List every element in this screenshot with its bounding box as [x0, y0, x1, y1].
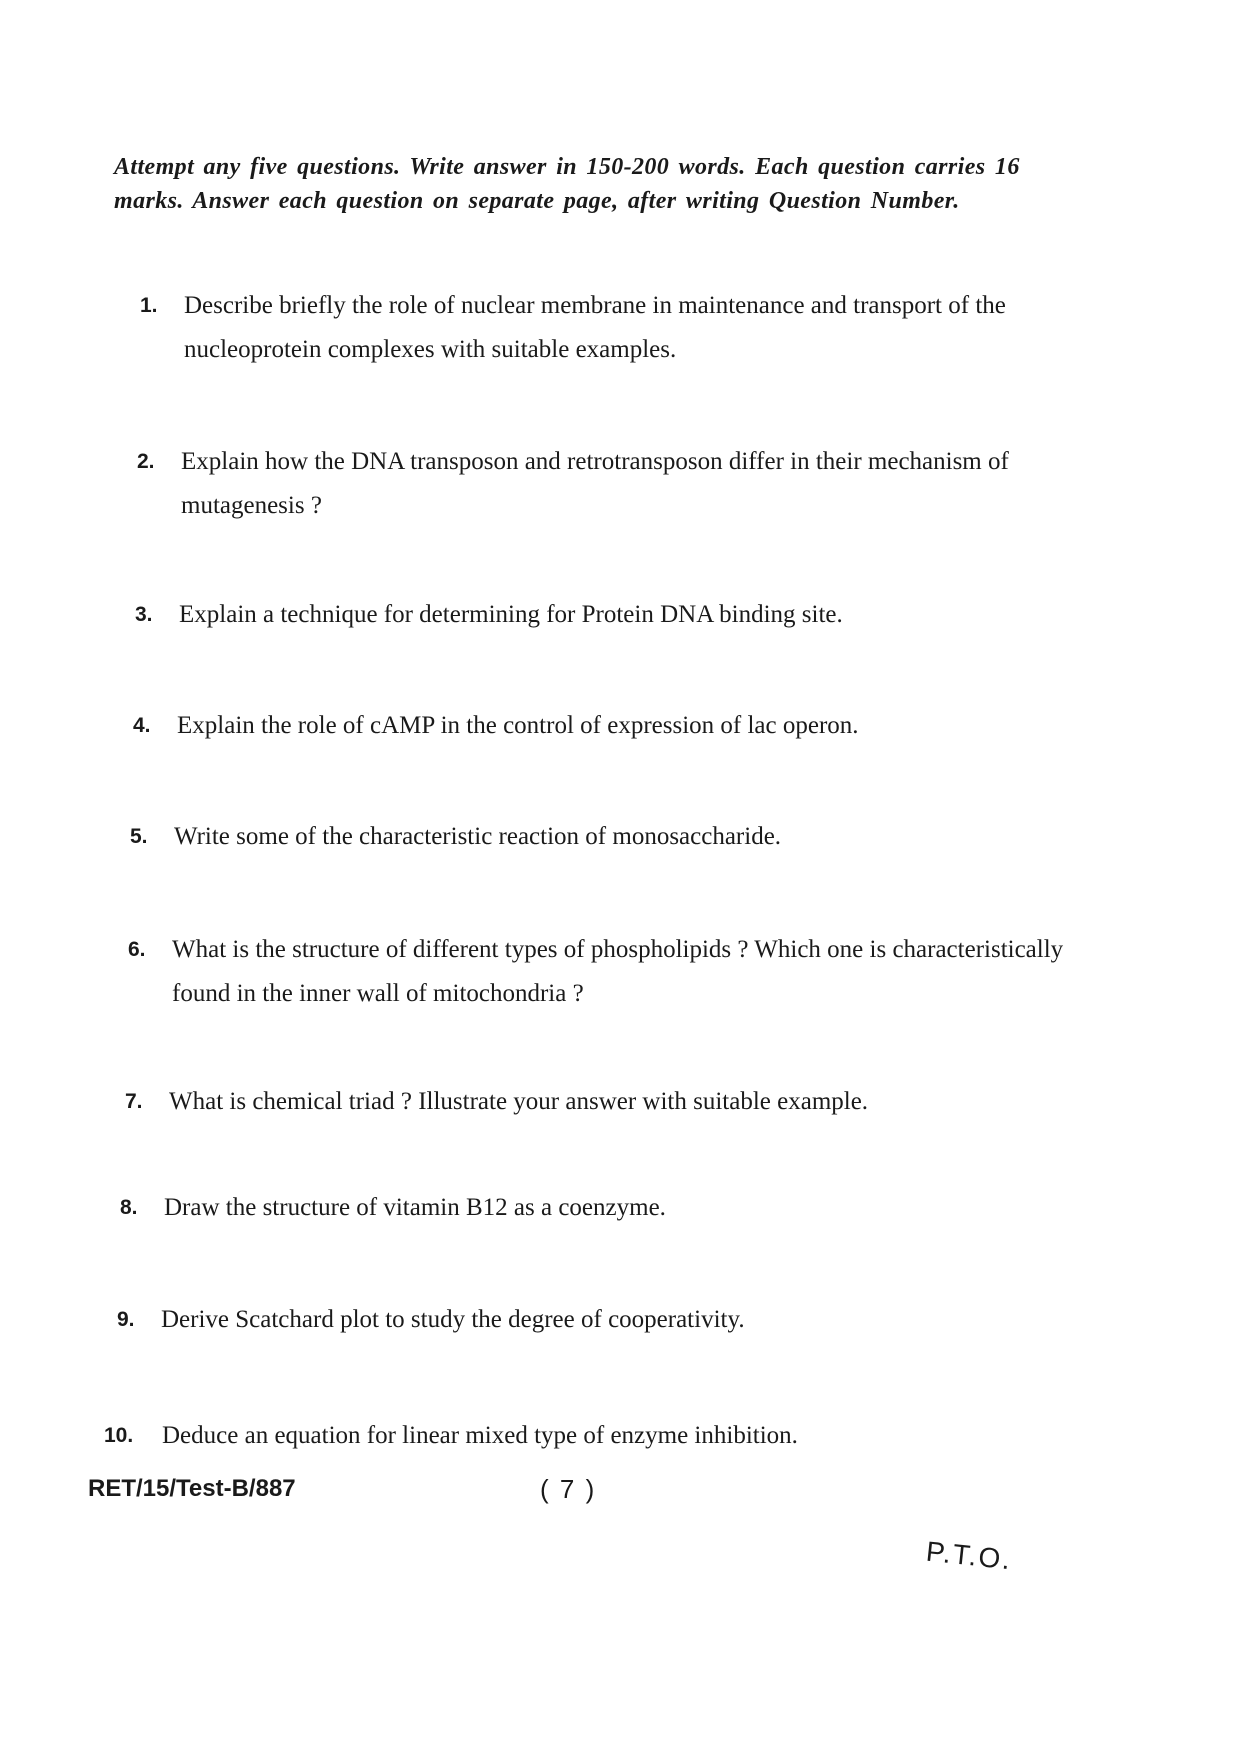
question-10	[104, 1414, 1064, 1458]
question-text: Explain the role of cAMP in the control of expression of lac operon.	[177, 712, 859, 739]
question-text: What is the structure of different types of phospholipids ? Which one is characteristically found in the inner wall of mitochondria ?	[172, 936, 1064, 1007]
please-turn-over: P.T.O.	[924, 1535, 1014, 1576]
question-8	[120, 1186, 1080, 1230]
question-4	[133, 704, 1093, 748]
question-number: 10.	[104, 1424, 134, 1447]
question-text: Draw the structure of vitamin B12 as a coenzyme.	[164, 1194, 666, 1221]
question-number: 5.	[130, 825, 148, 848]
question-text: Write some of the characteristic reaction of monosaccharide.	[174, 823, 782, 850]
question-number: 2.	[137, 450, 155, 473]
question-number: 8.	[120, 1196, 138, 1219]
question-1	[140, 284, 1100, 372]
paper-code: RET/15/Test-B/887	[88, 1475, 296, 1502]
question-text: What is chemical triad ? Illustrate your answer with suitable example.	[169, 1088, 869, 1115]
question-5	[130, 815, 1090, 859]
question-text: Describe briefly the role of nuclear membrane in maintenance and transport of the nucleoprotein complexes with suitable examples.	[184, 292, 1006, 363]
question-text: Explain how the DNA transposon and retrotransposon differ in their mechanism of mutagenesis ?	[181, 448, 1009, 519]
question-text: Derive Scatchard plot to study the degree of cooperativity.	[161, 1306, 745, 1333]
question-2	[137, 440, 1097, 528]
question-text: Deduce an equation for linear mixed type of enzyme inhibition.	[162, 1422, 798, 1449]
question-number: 9.	[117, 1308, 135, 1331]
question-number: 3.	[135, 603, 153, 626]
question-6	[128, 928, 1088, 1016]
instructions: Attempt any five questions. Write answer in 150-200 words. Each question carries 16 marks. Answer each question on separate page, after writing Question Number.	[114, 154, 1020, 214]
question-text: Explain a technique for determining for Protein DNA binding site.	[179, 601, 843, 628]
question-3	[135, 593, 1095, 637]
page-number: ( 7 )	[540, 1474, 597, 1504]
question-7	[125, 1080, 1085, 1124]
question-9	[117, 1298, 1077, 1342]
question-number: 7.	[125, 1090, 143, 1113]
question-number: 1.	[140, 294, 158, 317]
question-number: 6.	[128, 938, 146, 961]
question-number: 4.	[133, 714, 151, 737]
